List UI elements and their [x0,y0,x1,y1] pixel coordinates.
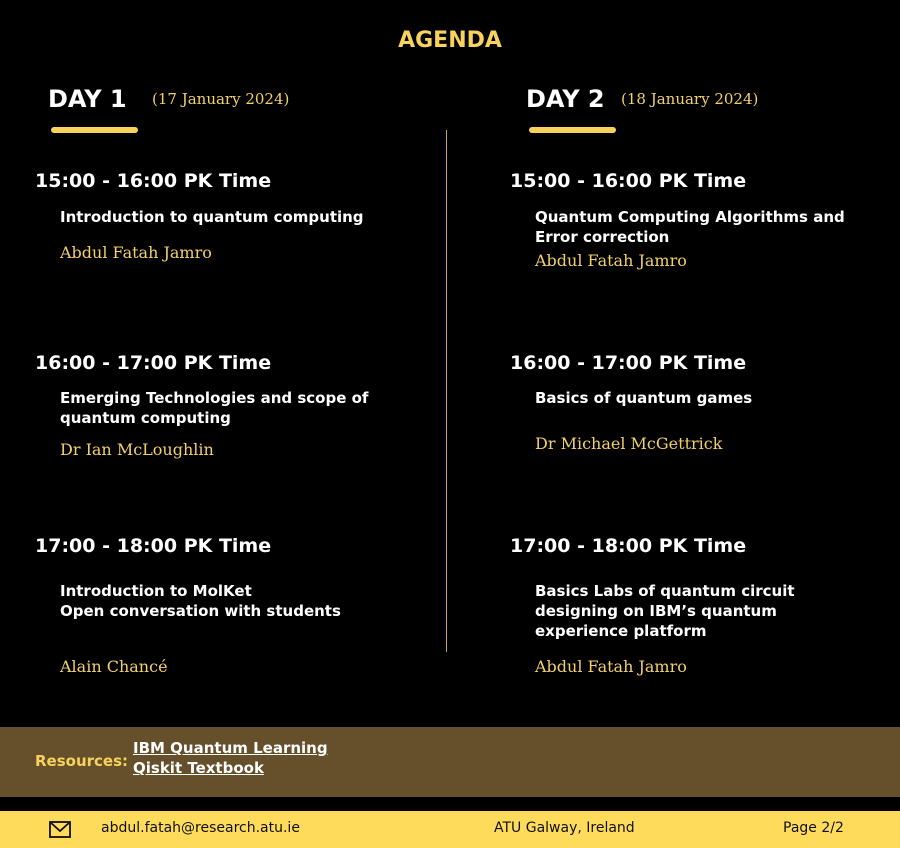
session-time: 15:00 - 16:00 PK Time [35,170,272,192]
resources-label: Resources: [35,752,129,770]
location: ATU Galway, Ireland [494,820,635,836]
session-speaker: Abdul Fatah Jamro [60,243,212,262]
page-title: AGENDA [398,28,502,53]
session-title: Introduction to MolKet Open conversation with students [60,582,341,620]
session-time: 17:00 - 18:00 PK Time [35,535,272,557]
session-title: Basics Labs of quantum circuit designing on IBM’s quantum experience platform [535,582,795,640]
session-title: Introduction to quantum computing [60,208,364,226]
day1-label: DAY 1 [48,85,127,113]
session-title: Quantum Computing Algorithms and Error correction [535,208,845,246]
page-number: Page 2/2 [783,820,844,836]
day2-label: DAY 2 [526,85,605,113]
session-time: 16:00 - 17:00 PK Time [35,352,272,374]
session-speaker: Abdul Fatah Jamro [535,657,687,676]
mail-icon [49,821,71,842]
day1-date: (17 January 2024) [152,90,290,108]
day2-date: (18 January 2024) [621,90,759,108]
session-title: Basics of quantum games [535,389,753,407]
session-speaker: Dr Michael McGettrick [535,434,723,453]
session-title: Emerging Technologies and scope of quantum computing [60,389,369,427]
session-speaker: Abdul Fatah Jamro [535,251,687,270]
ibm-quantum-learning-link[interactable]: IBM Quantum Learning [133,739,328,757]
qiskit-textbook-link[interactable]: Qiskit Textbook [133,759,264,777]
day1-underline [51,127,138,133]
footer [0,811,900,848]
session-time: 15:00 - 16:00 PK Time [510,170,747,192]
contact-email[interactable]: abdul.fatah@research.atu.ie [101,820,300,836]
session-time: 17:00 - 18:00 PK Time [510,535,747,557]
day2-underline [529,127,616,133]
session-speaker: Dr Ian McLoughlin [60,440,214,459]
session-time: 16:00 - 17:00 PK Time [510,352,747,374]
column-divider [446,130,447,652]
session-speaker: Alain Chancé [60,657,168,676]
